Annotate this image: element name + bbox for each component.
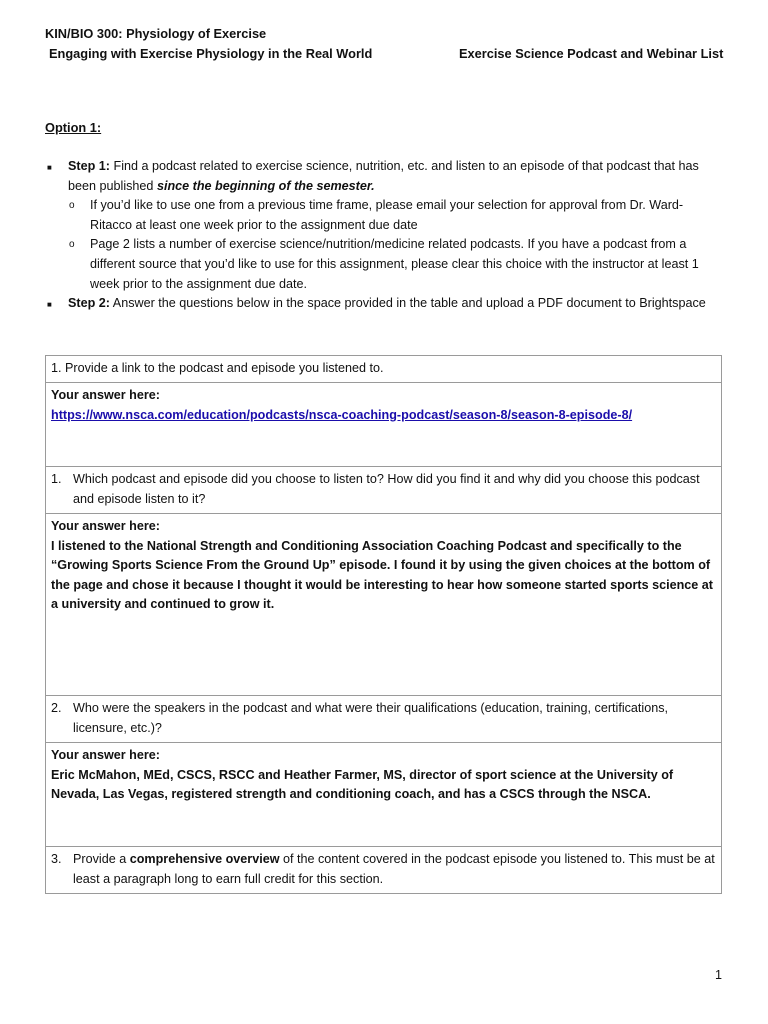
question-text: 1. Provide a link to the podcast and episode you listened to. bbox=[51, 361, 384, 375]
question-text-post: of the content covered in the podcast episode you listened to. This must be at least a paragraph long to earn full credit for this section. bbox=[73, 852, 715, 886]
answer-text: I listened to the National Strength and Conditioning Association Coaching Podcast and specifically to the “Growing Sports Science From the Ground Up” episode. I found it by using the given choices at the bottom of the page and chose it because I thought it would be interesting to hear how someone started sports science at a university and continued to grow it. bbox=[51, 538, 713, 612]
answer-label: Your answer here: bbox=[51, 388, 160, 402]
answer-row bbox=[46, 514, 722, 696]
step-2-item bbox=[45, 294, 720, 314]
subitem-1-text: If you’d like to use one from a previous time frame, please email your selection for approval from Dr. Ward-Ritacco at least one week prior to the assignment due date bbox=[90, 198, 684, 232]
question-cell bbox=[46, 356, 722, 383]
circle-bullet-icon: o bbox=[69, 239, 75, 251]
question-number: 3. bbox=[51, 852, 62, 866]
answer-cell[interactable] bbox=[46, 743, 722, 847]
question-row bbox=[46, 847, 722, 894]
subitem-2-text: Page 2 lists a number of exercise science/nutrition/medicine related podcasts. If you have a podcast from a different source that you’d like to use for this assignment, please clear this choice with the instructor at least 1 week prior to the assignment due date. bbox=[90, 237, 699, 291]
list-title: Exercise Science Podcast and Webinar List bbox=[459, 46, 724, 61]
question-text: Who were the speakers in the podcast and what were their qualifications (education, training, certifications, licensure, etc.)? bbox=[73, 701, 669, 735]
answer-label: Your answer here: bbox=[51, 519, 160, 533]
question-cell bbox=[46, 847, 722, 894]
step-2-label: Step 2: bbox=[68, 296, 110, 311]
step-1-text: Find a podcast related to exercise science, nutrition, etc. and listen to an episode of that podcast that has been published bbox=[68, 159, 699, 193]
answer-cell[interactable] bbox=[46, 383, 722, 467]
step-2-text: Answer the questions below in the space provided in the table and upload a PDF document to Brightspace bbox=[110, 296, 706, 311]
step-1-subitem-1 bbox=[45, 196, 720, 235]
question-text-pre: Provide a bbox=[73, 852, 130, 866]
square-bullet-icon: ■ bbox=[47, 300, 52, 310]
question-cell bbox=[46, 696, 722, 743]
answer-cell[interactable] bbox=[46, 514, 722, 696]
answer-label: Your answer here: bbox=[51, 748, 160, 762]
step-1-label: Step 1: bbox=[68, 159, 110, 173]
answer-text: Eric McMahon, MEd, CSCS, RSCC and Heather Farmer, MS, director of sport science at the University of Nevada, Las Vegas, registered strength and conditioning coach, and has a CSCS through the NSCA. bbox=[51, 767, 674, 802]
question-row bbox=[46, 696, 722, 743]
question-number: 1. bbox=[51, 472, 62, 486]
option-heading: Option 1: bbox=[45, 120, 102, 135]
question-row bbox=[46, 467, 722, 514]
step-1-subitem-2 bbox=[45, 235, 720, 294]
instructions-list bbox=[45, 157, 720, 314]
page-number: 1 bbox=[715, 968, 723, 982]
course-title: KIN/BIO 300: Physiology of Exercise bbox=[45, 26, 267, 41]
step-1-emphasis: since the beginning of the semester. bbox=[156, 178, 375, 193]
document-subtitle: Engaging with Exercise Physiology in the Real World bbox=[49, 46, 373, 61]
question-number: 2. bbox=[51, 701, 62, 715]
square-bullet-icon: ■ bbox=[47, 163, 52, 172]
answer-row bbox=[46, 743, 722, 847]
question-row bbox=[46, 356, 722, 383]
question-text: Which podcast and episode did you choose to listen to? How did you find it and why did you choose this podcast and episode listen to it? bbox=[73, 472, 700, 506]
answer-row bbox=[46, 383, 722, 467]
question-table bbox=[45, 355, 722, 894]
podcast-link[interactable]: https://www.nsca.com/education/podcasts/nsca-coaching-podcast/season-8/season-8-episode-8/ bbox=[51, 407, 633, 422]
step-1-item bbox=[45, 157, 720, 196]
circle-bullet-icon: o bbox=[69, 200, 75, 212]
question-text-bold: comprehensive overview bbox=[129, 852, 280, 866]
question-cell bbox=[46, 467, 722, 514]
